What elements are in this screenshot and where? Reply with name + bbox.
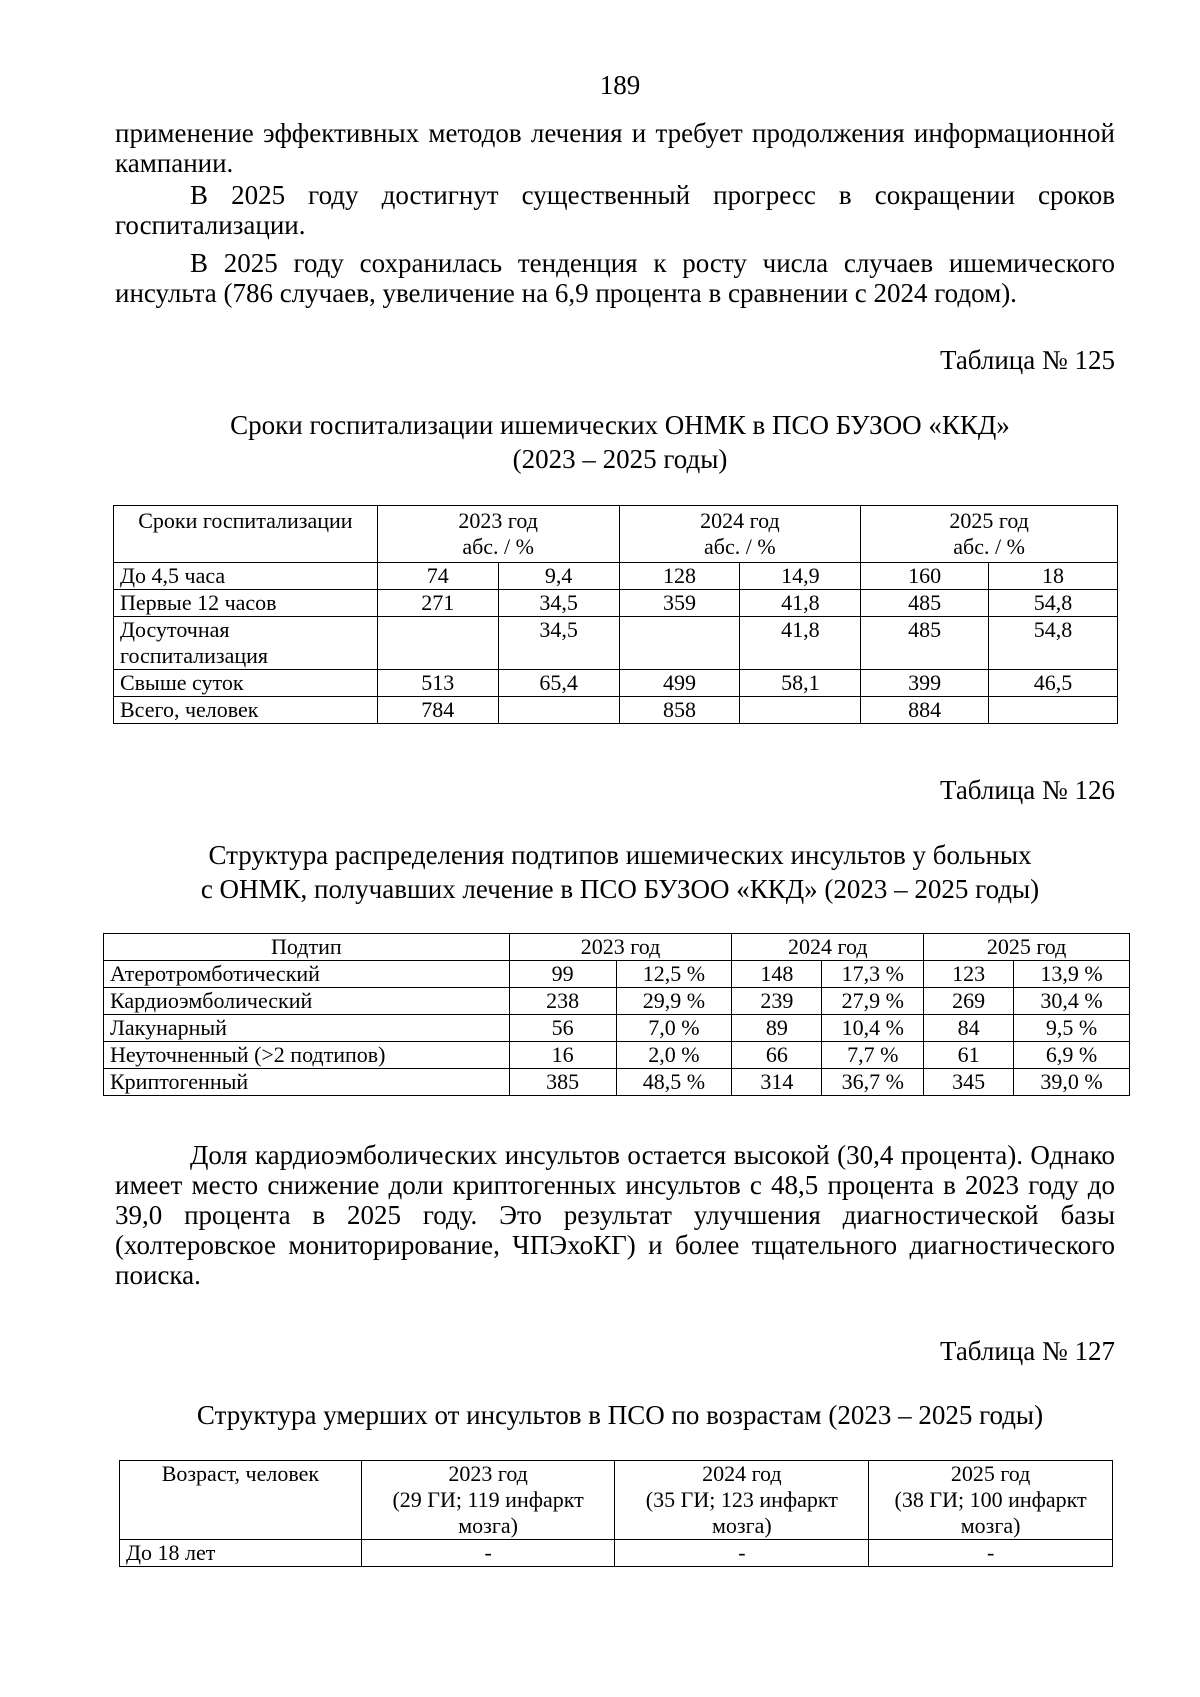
- cell: 17,3 %: [822, 961, 924, 988]
- cell: 345: [924, 1069, 1014, 1096]
- table-126-header-2025: 2025 год: [924, 934, 1130, 961]
- table-126-caption-line-1: Структура распределения подтипов ишемических инсультов у больных: [208, 840, 1032, 870]
- cell: 784: [377, 697, 498, 724]
- header-line: мозга): [960, 1513, 1021, 1538]
- cell: 48,5 %: [616, 1069, 732, 1096]
- cell: 12,5 %: [616, 961, 732, 988]
- cell: 84: [924, 1015, 1014, 1042]
- cell: 884: [861, 697, 989, 724]
- header-year: 2023 год: [458, 508, 538, 533]
- header-line: 2023 год: [448, 1461, 528, 1486]
- header-line: (38 ГИ; 100 инфаркт: [894, 1487, 1087, 1512]
- header-line: мозга): [458, 1513, 518, 1538]
- cell: 14,9: [740, 563, 861, 590]
- table-row: [120, 1540, 1113, 1567]
- cell: 858: [619, 697, 740, 724]
- table-125-header-2025: [861, 506, 1118, 563]
- table-126: [103, 933, 1130, 1096]
- cell: 65,4: [498, 670, 619, 697]
- cell: 58,1: [740, 670, 861, 697]
- table-127-label: Таблица № 127: [940, 1336, 1115, 1366]
- cell: 485: [861, 590, 989, 617]
- table-row: [114, 590, 1118, 617]
- table-127-header-2023: [361, 1461, 615, 1540]
- table-125-header-row: [114, 506, 1118, 563]
- cell: 128: [619, 563, 740, 590]
- cell: 160: [861, 563, 989, 590]
- cell: 123: [924, 961, 1014, 988]
- cell: 314: [732, 1069, 822, 1096]
- cell: [619, 617, 740, 670]
- row-label: Первые 12 часов: [114, 590, 378, 617]
- paragraph-1: применение эффективных методов лечения и требует продолжения информационной кампании.: [115, 118, 1115, 178]
- header-sub: абс. / %: [704, 534, 776, 559]
- table-127-header-2024: [615, 1461, 869, 1540]
- table-row: [104, 961, 1130, 988]
- cell: 238: [509, 988, 616, 1015]
- cell: 34,5: [498, 590, 619, 617]
- cell: 36,7 %: [822, 1069, 924, 1096]
- cell: 7,7 %: [822, 1042, 924, 1069]
- cell: 6,9 %: [1014, 1042, 1130, 1069]
- cell: 385: [509, 1069, 616, 1096]
- cell: 485: [861, 617, 989, 670]
- table-127-header-age: Возраст, человек: [120, 1461, 362, 1540]
- cell: 399: [861, 670, 989, 697]
- cell: 27,9 %: [822, 988, 924, 1015]
- cell: 29,9 %: [616, 988, 732, 1015]
- table-126-label: Таблица № 126: [940, 775, 1115, 805]
- paragraph-4: Доля кардиоэмболических инсультов остается высокой (30,4 процента). Однако имеет место снижение доли криптогенных инсультов с 48,5 процента в 2023 году до 39,0 процента в 2025 году. Это результат улучшения диагностической базы (холтеровское мониторирование, ЧПЭхоКГ) и более тщательного диагностического поиска.: [115, 1140, 1115, 1290]
- table-125-caption: [90, 408, 1150, 476]
- cell: -: [869, 1540, 1113, 1567]
- cell: 18: [989, 563, 1118, 590]
- row-label: Лакунарный: [104, 1015, 510, 1042]
- cell: 89: [732, 1015, 822, 1042]
- row-label: Свыше суток: [114, 670, 378, 697]
- row-label: Атеротромботический: [104, 961, 510, 988]
- table-125-header-period: Сроки госпитализации: [114, 506, 378, 563]
- table-row: [114, 697, 1118, 724]
- cell: 7,0 %: [616, 1015, 732, 1042]
- table-row: [114, 670, 1118, 697]
- header-line: 2024 год: [702, 1461, 782, 1486]
- cell: 271: [377, 590, 498, 617]
- cell: 61: [924, 1042, 1014, 1069]
- cell: 74: [377, 563, 498, 590]
- header-sub: абс. / %: [953, 534, 1025, 559]
- table-125: [113, 505, 1118, 724]
- header-year: 2025 год: [949, 508, 1029, 533]
- header-sub: абс. / %: [462, 534, 534, 559]
- cell: 46,5: [989, 670, 1118, 697]
- table-125-label: Таблица № 125: [940, 345, 1115, 375]
- cell: 16: [509, 1042, 616, 1069]
- page-number: 189: [599, 70, 641, 100]
- row-label: До 4,5 часа: [114, 563, 378, 590]
- table-row: [104, 1015, 1130, 1042]
- row-label: Всего, человек: [114, 697, 378, 724]
- header-year: 2024 год: [700, 508, 780, 533]
- cell: 269: [924, 988, 1014, 1015]
- cell: 54,8: [989, 590, 1118, 617]
- row-label: До 18 лет: [120, 1540, 362, 1567]
- row-label: Криптогенный: [104, 1069, 510, 1096]
- table-126-caption: [90, 838, 1150, 906]
- cell: 10,4 %: [822, 1015, 924, 1042]
- cell: 9,4: [498, 563, 619, 590]
- paragraph-2: В 2025 году достигнут существенный прогресс в сокращении сроков госпитализации.: [115, 180, 1115, 240]
- cell: 41,8: [740, 590, 861, 617]
- table-127-header-row: [120, 1461, 1113, 1540]
- cell: 148: [732, 961, 822, 988]
- header-line: 2025 год: [950, 1461, 1031, 1486]
- table-125-caption-line-1: Сроки госпитализации ишемических ОНМК в ПСО БУЗОО «ККД»: [230, 410, 1010, 440]
- cell: [377, 617, 498, 670]
- table-125-header-2023: [377, 506, 619, 563]
- cell: 39,0 %: [1014, 1069, 1130, 1096]
- cell: 513: [377, 670, 498, 697]
- header-line: (35 ГИ; 123 инфаркт: [645, 1487, 838, 1512]
- table-126-header-subtype: Подтип: [104, 934, 510, 961]
- cell: [740, 697, 861, 724]
- cell: 359: [619, 590, 740, 617]
- table-126-header-row: [104, 934, 1130, 961]
- table-126-header-2024: 2024 год: [732, 934, 924, 961]
- table-126-caption-line-2: с ОНМК, получавших лечение в ПСО БУЗОО «ККД» (2023 – 2025 годы): [200, 874, 1040, 904]
- cell: 34,5: [498, 617, 619, 670]
- table-127-caption: Структура умерших от инсультов в ПСО по возрастам (2023 – 2025 годы): [196, 1400, 1044, 1430]
- cell: 41,8: [740, 617, 861, 670]
- cell: 54,8: [989, 617, 1118, 670]
- table-127: [119, 1460, 1113, 1567]
- cell: 9,5 %: [1014, 1015, 1130, 1042]
- table-125-header-2024: [619, 506, 861, 563]
- cell: 239: [732, 988, 822, 1015]
- cell: 2,0 %: [616, 1042, 732, 1069]
- cell: [989, 697, 1118, 724]
- table-row: [114, 617, 1118, 670]
- cell: 13,9 %: [1014, 961, 1130, 988]
- cell: -: [615, 1540, 869, 1567]
- paragraph-3: В 2025 году сохранилась тенденция к росту числа случаев ишемического инсульта (786 случаев, увеличение на 6,9 процента в сравнении с 2024 годом).: [115, 248, 1115, 308]
- table-row: [114, 563, 1118, 590]
- cell: 99: [509, 961, 616, 988]
- cell: -: [361, 1540, 615, 1567]
- table-row: [104, 1042, 1130, 1069]
- table-row: [104, 988, 1130, 1015]
- header-line: мозга): [711, 1513, 772, 1538]
- row-label: Неуточненный (>2 подтипов): [104, 1042, 510, 1069]
- table-126-header-2023: 2023 год: [509, 934, 732, 961]
- cell: 30,4 %: [1014, 988, 1130, 1015]
- cell: 66: [732, 1042, 822, 1069]
- table-row: [104, 1069, 1130, 1096]
- table-125-caption-line-2: (2023 – 2025 годы): [512, 444, 728, 474]
- cell: [498, 697, 619, 724]
- row-label: Кардиоэмболический: [104, 988, 510, 1015]
- table-127-header-2025: [869, 1461, 1113, 1540]
- cell: 56: [509, 1015, 616, 1042]
- row-label: Досуточная госпитализация: [114, 617, 378, 670]
- header-line: (29 ГИ; 119 инфаркт: [392, 1487, 584, 1512]
- cell: 499: [619, 670, 740, 697]
